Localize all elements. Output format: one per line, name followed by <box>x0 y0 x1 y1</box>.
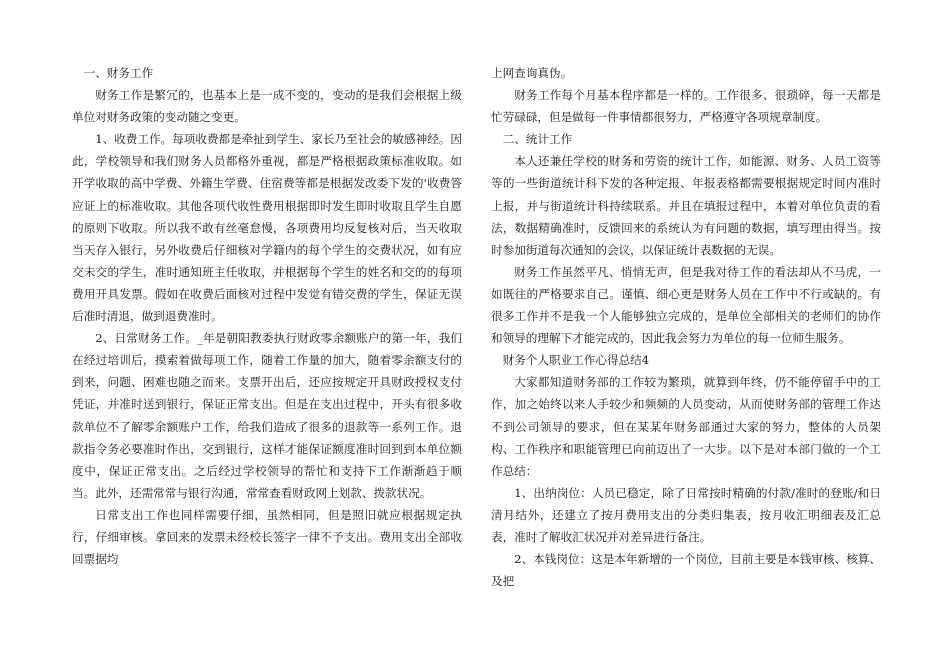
paragraph-cashier-post: 1、出纳岗位：人员已稳定，除了日常按时精确的付款/准时的登账/和日清月结外，还建立了按月费用支出的分类归集表，按月收汇明细表及汇总表，准时了解收汇状况并对差异进行备注。 <box>491 485 881 544</box>
paragraph-department-overview: 大家都知道财务部的工作较为繁琐，就算到年终，仍不能停留手中的工作，加之始终以来人手较少和频频的人员变动，从而使财务部的管理工作达不到公司领导的要求，但在某某年财务部通过大家的努力，整体的人员架构、工作秩序和职能管理已向前迈出了一大步。以下是对本部门做的一个工作总结： <box>491 375 881 478</box>
paragraph-cost-post: 2、本钱岗位：这是本年新增的一个岗位，目前主要是本钱审核、核算、及把 <box>491 552 881 589</box>
section-heading-summary-4: 财务个人职业工作心得总结4 <box>502 353 650 368</box>
paragraph-finance-attitude: 财务工作虽然平凡、悄悄无声，但是我对待工作的看法却从不马虎，一如既往的严格要求自己。谨慎、细心更是财务人员在工作中不行或缺的。有很多工作并不是我一个人能够独立完成的，是单位全部相关的老师们的协作和领导的理解下才能完成的，因此我会努力为单位的每一位师生服务。 <box>491 264 881 346</box>
right-column <box>491 62 881 592</box>
left-column <box>72 62 462 570</box>
paragraph-fee-collection: 1、收费工作。每项收费都是牵扯到学生、家长乃至社会的敏感神经。因此，学校领导和我们财务人员都格外重视，都是严格根据政策标准收取。如开学收取的高中学费、外籍生学费、住宿费等都是根据发改委下发的'收费答应证上的标准收取。其他各项代收性费用根据即时发生即时收取且学生自愿的原则下收取。所以我不敢有丝毫怠慢，各项费用均反复核对后，当天收取当天存入银行，另外收费后仔细核对学籍内的每个学生的交费状况，如有应交未交的学生，准时通知班主任收取，并根据每个学生的姓名和交的的每项费用开具发票。假如在收费后面核对过程中发觉有错交费的学生，保证无误后准时清退，做到退费准时。 <box>72 132 462 324</box>
section-heading-finance: 一、财务工作 <box>83 66 154 80</box>
paragraph-statistics-work: 本人还兼任学校的财务和劳资的统计工作，如能源、财务、人员工资等等的一些街道统计科下发的各种定报、年报表格都需要根据规定时间内准时上报，并与街道统计科持续联系。并且在填报过程中，本着对单位负责的看法，数据精确准时，反馈回来的系统认为有问题的数据，填写理由得当。按时参加街道每次通知的会议，以保证统计表数据的无误。 <box>491 154 881 257</box>
paragraph-continuation: 上网查询真伪。 <box>491 66 573 80</box>
paragraph-finance-intro: 财务工作是繁冗的，也基本上是一成不变的，变动的是我们会根据上级单位对财务政策的变动随之变更。 <box>72 88 462 125</box>
paragraph-daily-finance: 2、日常财务工作。_年是朝阳教委执行财政零余额账户的第一年，我们在经过培训后，摸索着做每项工作，随着工作量的加大，随着零余额支付的到来，问题、困难也随之而来。支票开出后，还应按规定开具财政授权支付凭证，并准时送到银行，保证正常支出。但是在支出过程中，开头有很多收款单位不了解零余额账户工作，给我们造成了很多的退款等一系列工作。退款指令务必要准时作出，交到银行，这样才能保证额度准时回到到本单位额度中，保证正常支出。之后经过学校领导的帮忙和支持下工作渐渐趋于顺当。此外，还需常常与银行沟通，常常查看财政网上划款、拨款状况。 <box>72 331 462 500</box>
paragraph-monthly-procedure: 财务工作每个月基本程序都是一样的。工作很多、很琐碎，每一天都是忙劳碌碌，但是做每一件事情都很努力，严格遵守各项规章制度。 <box>491 88 881 125</box>
paragraph-daily-expense: 日常支出工作也同样需要仔细，虽然相同，但是照旧就应根据规定执行，仔细审核。拿回来的发票未经校长签字一律不予支出。费用支出全部收回票据均 <box>72 507 462 567</box>
section-heading-statistics: 二、统计工作 <box>502 132 573 147</box>
